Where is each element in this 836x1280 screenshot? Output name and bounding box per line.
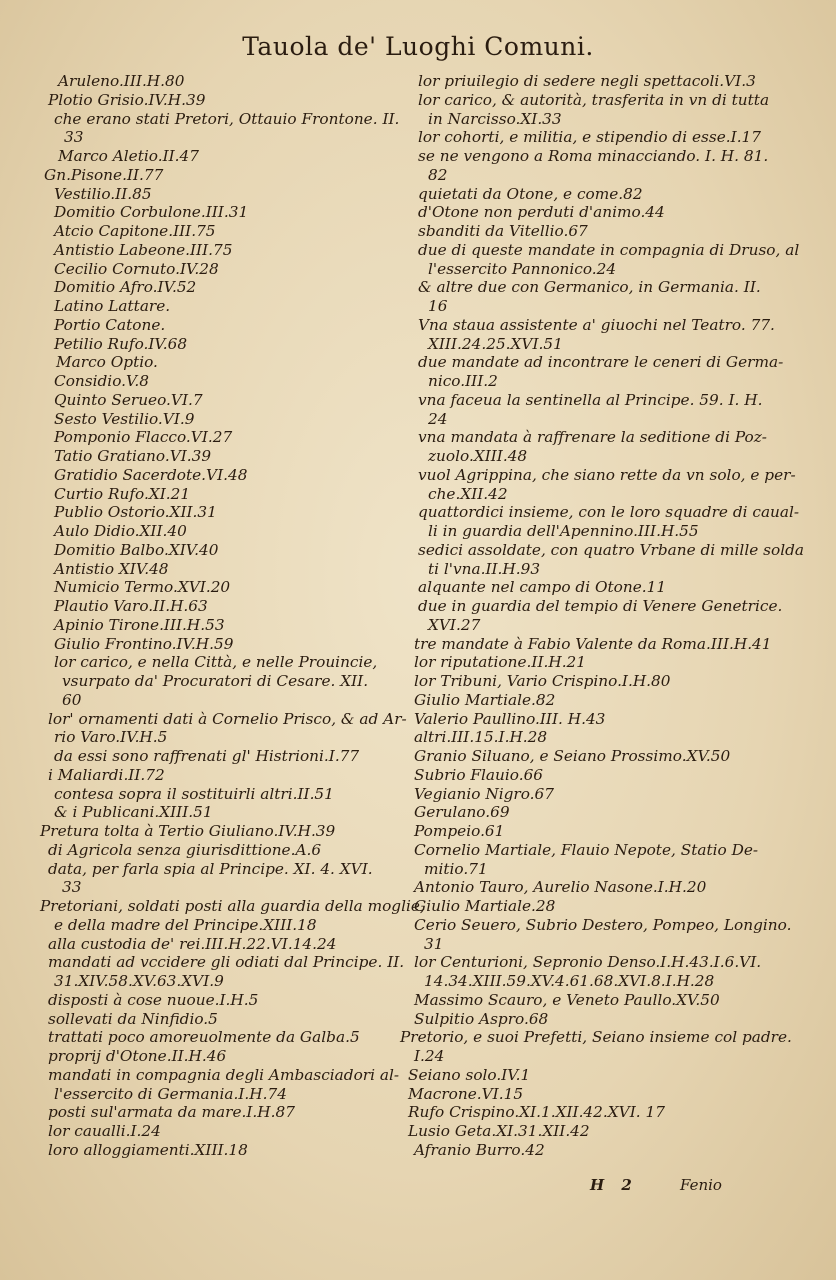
index-entry: Afranio Burro.42 [414,1140,545,1159]
index-entry: Pretura tolta à Tertio Giuliano.IV.H.39 [40,822,336,840]
index-entry: Marco Aletio.II.47 [58,147,199,165]
index-entry: da essi sono raffrenati gl' Histrioni.I.77 [54,747,360,765]
index-entry: Lusio Geta.XI.31.XII.42 [408,1122,590,1140]
index-entry: lor caualli.I.24 [48,1122,161,1140]
index-entry: Giulio Frontino.IV.H.59 [54,634,234,653]
index-entry: due in guardia del tempio di Venere Genetrice. [418,597,783,615]
index-entry: 31 [424,934,444,953]
index-entry: 24 [428,409,448,428]
index-entry: loro alloggiamenti.XIII.18 [48,1140,248,1159]
index-entry: che.XII.42 [428,484,508,503]
index-entry: Vegianio Nigro.67 [414,784,554,803]
index-entry: mandati ad vccidere gli odiati dal Principe. II. [48,953,405,972]
index-entry: posti sul'armata da mare.I.H.87 [48,1103,295,1122]
index-entry: Portio Catone. [54,315,166,334]
index-entry: quattordici insieme, con le loro squadre di caual- [418,503,800,522]
index-entry: Plotio Grisio.IV.H.39 [48,90,206,109]
index-entry: 16 [428,297,448,315]
index-entry: lor' ornamenti dati à Cornelio Prisco, & ad Ar- [48,709,407,728]
index-entry: Rufo Crispino.XI.1.XII.42.XVI. 17 [408,1103,665,1122]
index-entry: Vestilio.II.85 [54,184,152,203]
index-entry: lor priuilegio di sedere negli spettacoli.VI.3 [418,72,756,90]
index-entry: Cerio Seuero, Subrio Destero, Pompeo, Longino. [414,915,792,934]
index-entry: lor riputatione.II.H.21 [414,653,587,672]
index-entry: Granio Siluano, e Seiano Prossimo.XV.50 [414,747,731,765]
index-entry: Apinio Tirone.III.H.53 [54,615,225,634]
index-entry: Petilio Rufo.IV.68 [54,334,188,353]
index-entry: 60 [62,690,82,709]
index-entry: trattati poco amoreuolmente da Galba.5 [48,1028,360,1047]
index-entry: 82 [428,165,448,184]
index-entry: d'Otone non perduti d'animo.44 [418,203,665,222]
index-entry: altri.III.15.I.H.28 [414,728,548,747]
index-entry: Pretoriani, soldati posti alla guardia della moglie, [40,897,425,915]
index-entry: Pomponio Flacco.VI.27 [54,428,233,447]
index-entry: Antistio Labeone.III.75 [54,240,233,259]
index-entry: di Agricola senza giurisdittione.A.6 [48,840,322,859]
index-entry: disposti à cose nuoue.I.H.5 [48,990,259,1009]
index-entry: Tatio Gratiano.VI.39 [54,447,212,465]
index-entry: Quinto Serueo.VI.7 [54,390,203,409]
index-entry: XIII.24.25.XVI.51 [428,334,563,353]
index-entry: zuolo.XIII.48 [428,447,528,465]
index-entry: lor Tribuni, Vario Crispino.I.H.80 [414,672,671,690]
index-entry: proprij d'Otone.II.H.46 [48,1047,227,1065]
index-entry: Aulo Didio.XII.40 [54,522,187,540]
index-entry: Pompeio.61 [414,822,505,840]
index-entry: lor Centurioni, Sepronio Denso.I.H.43.I.6.VI. [414,953,762,972]
index-entry: mitio.71 [424,859,488,878]
index-entry: Sesto Vestilio.VI.9 [54,409,195,428]
index-entry: lor carico, & autorità, trasferita in vn di tutta [418,90,770,109]
index-entry: vna faceua la sentinella al Principe. 59. I. H. [418,390,763,409]
index-entry: Plautio Varo.II.H.63 [54,597,208,615]
left-column [40,72,425,1160]
index-entry: & altre due con Germanico, in Germania. II. [418,278,761,297]
index-entry: Publio Ostorio.XII.31 [54,503,217,522]
index-entry: Gn.Pisone.II.77 [44,165,164,184]
index-entry: Giulio Martiale.28 [414,897,556,915]
index-entry: Gratidio Sacerdote.VI.48 [54,465,248,484]
index-entry: Domitio Corbulone.III.31 [54,203,249,222]
index-entry: in Narcisso.XI.33 [428,109,562,128]
index-entry: se ne vengono a Roma minacciando. I. H. 81. [418,147,769,165]
index-entry: e della madre del Principe.XIII.18 [54,915,317,934]
index-entry: 33 [62,878,82,897]
index-entry: i Maliardi.II.72 [48,765,165,784]
index-entry: alquante nel campo di Otone.11 [418,578,667,597]
index-entry: Giulio Martiale.82 [414,690,556,709]
index-entry: due mandate ad incontrare le ceneri di Germa- [418,353,784,372]
index-entry: Domitio Afro.IV.52 [54,278,197,297]
signature-mark: H 2 [590,1176,638,1194]
index-entry: ti l'vna.II.H.93 [428,559,541,578]
index-entry: sedici assoldate, con quatro Vrbane di mille solda [418,540,804,559]
index-entry: Macrone.VI.15 [408,1084,524,1103]
index-entry: Seiano solo.IV.1 [408,1065,531,1084]
index-entry: contesa sopra il sostituirli altri.II.51 [54,784,334,803]
index-entry: li in guardia dell'Apennino.III.H.55 [428,522,699,540]
index-entry: mandati in compagnia degli Ambasciadori al- [48,1065,400,1084]
index-entry: Domitio Balbo.XIV.40 [54,540,219,559]
index-entry: Sulpitio Aspro.68 [414,1009,549,1028]
index-entry: Antistio XIV.48 [54,559,169,578]
index-entry: Cornelio Martiale, Flauio Nepote, Statio De- [414,840,759,859]
index-entry: Antonio Tauro, Aurelio Nasone.I.H.20 [414,878,707,897]
index-entry: vuol Agrippina, che siano rette da vn solo, e per- [418,465,796,484]
index-entry: Subrio Flauio.66 [414,765,544,784]
index-entry: che erano stati Pretori, Ottauio Frontone. II. [54,109,400,128]
index-entry: I.24 [414,1047,445,1065]
index-entry: quietati da Otone, e come.82 [418,184,643,203]
index-entry: Considio.V.8 [54,372,149,390]
index-entry: Numicio Termo.XVI.20 [54,578,231,597]
index-entry: l'essercito di Germania.I.H.74 [54,1084,287,1103]
catchword: Fenio [680,1176,722,1194]
index-entry: 31.XIV.58.XV.63.XVI.9 [54,972,224,990]
index-entry: Atcio Capitone.III.75 [54,222,216,240]
index-entry: Curtio Rufo.XI.21 [54,484,191,503]
index-entry: vna mandata à raffrenare la seditione di Poz- [418,428,767,447]
index-entry: l'essercito Pannonico.24 [428,259,617,278]
index-entry: alla custodia de' rei.III.H.22.VI.14.24 [48,934,337,953]
index-entry: Latino Lattare. [54,297,171,315]
index-entry: Cecilio Cornuto.IV.28 [54,259,219,278]
right-column [400,72,804,1160]
index-entry: data, per farla spia al Principe. XI. 4. XVI. [48,859,373,878]
index-entry: Marco Optio. [56,353,158,372]
index-entry: lor cohorti, e militia, e stipendio di esse.I.17 [418,128,762,147]
index-entry: Aruleno.III.H.80 [58,72,185,90]
index-entry: & i Publicani.XIII.51 [54,803,213,822]
index-entry: Massimo Scauro, e Veneto Paullo.XV.50 [414,990,720,1009]
index-entry: tre mandate à Fabio Valente da Roma.III.H.41 [414,634,772,653]
index-entry: Gerulano.69 [414,803,510,822]
index-entry: lor carico, e nella Città, e nelle Prouincie, [54,653,378,672]
index-entry: vsurpato da' Procuratori di Cesare. XII. [62,672,369,690]
index-entry: Pretorio, e suoi Prefetti, Seiano insieme col padre. [400,1028,792,1047]
index-entry: 14.34.XIII.59.XV.4.61.68.XVI.8.I.H.28 [424,972,715,990]
index-entry: 33 [64,128,84,147]
index-entry: Valerio Paullino.III. H.43 [414,709,606,728]
index-entry: nico.III.2 [428,372,498,390]
index-entry: Vna staua assistente a' giuochi nel Teatro. 77. [418,315,775,334]
index-entry: due di queste mandate in compagnia di Druso, al [418,240,800,259]
index-entry: rio Varo.IV.H.5 [54,728,168,747]
page-title: Tauola de' Luoghi Comuni. [242,32,594,61]
index-entry: XVI.27 [428,615,481,634]
index-entry: sollevati da Ninfidio.5 [48,1009,218,1028]
index-entry: sbanditi da Vitellio.67 [418,222,588,240]
